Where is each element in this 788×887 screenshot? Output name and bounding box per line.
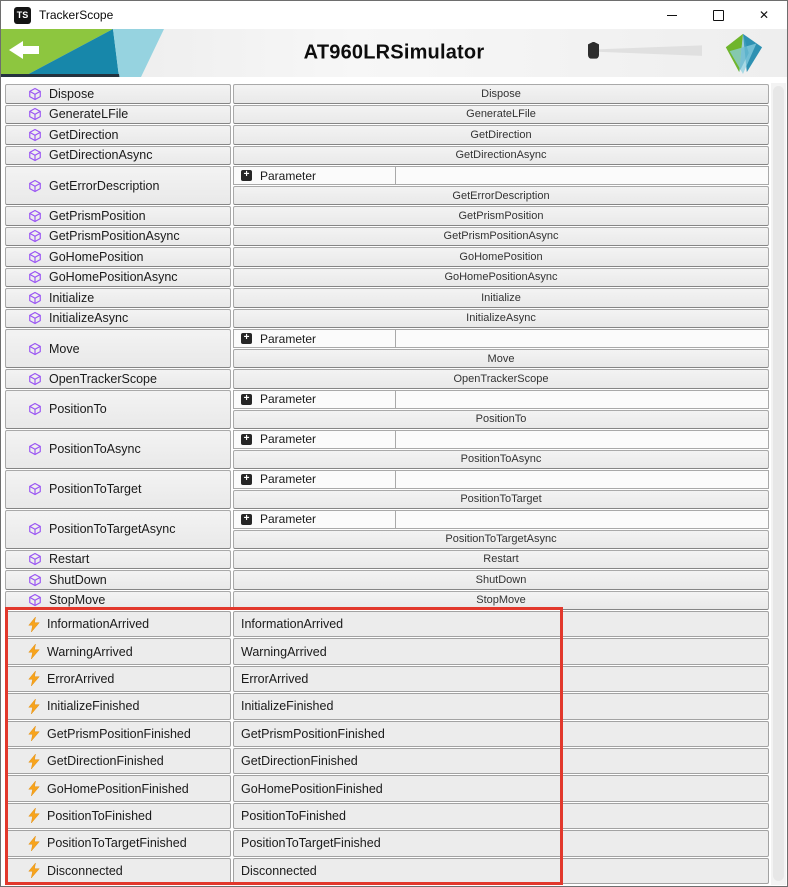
- event-bolt-icon: [28, 836, 40, 851]
- row-name-label: WarningArrived: [47, 644, 133, 659]
- method-row: [5, 247, 769, 267]
- event-value-cell[interactable]: Disconnected: [233, 858, 769, 884]
- parameter-expander[interactable]: [233, 510, 396, 529]
- row-name-label: GoHomePositionFinished: [47, 781, 189, 796]
- parameter-button-stack: [233, 430, 769, 469]
- title-bar: [1, 1, 787, 29]
- row-name-label: GetPrismPositionAsync: [49, 229, 180, 244]
- method-row: [5, 369, 769, 389]
- row-name-cell: [5, 748, 231, 774]
- method-cube-icon: [28, 250, 42, 264]
- window-controls: [649, 1, 787, 29]
- event-bolt-icon: [28, 781, 40, 796]
- method-cube-icon: [28, 342, 42, 356]
- method-invoke-button[interactable]: Initialize: [233, 288, 769, 308]
- row-name-cell: [5, 591, 231, 611]
- method-invoke-button[interactable]: PositionToAsync: [233, 450, 769, 469]
- row-name-cell: [5, 430, 231, 469]
- parameter-value-field[interactable]: [396, 470, 769, 489]
- parameter-button-stack: [233, 166, 769, 205]
- vertical-scrollbar[interactable]: [771, 83, 786, 885]
- window-title: TrackerScope: [39, 8, 114, 22]
- parameter-value-field[interactable]: [396, 166, 769, 185]
- parameter-expander[interactable]: [233, 329, 396, 348]
- parameter-label: Parameter: [260, 392, 317, 406]
- row-name-cell: [5, 470, 231, 509]
- expand-plus-icon[interactable]: +: [241, 394, 252, 405]
- slider-thumb[interactable]: [588, 42, 599, 59]
- row-name-label: PositionTo: [49, 402, 107, 416]
- event-row: [5, 611, 769, 637]
- parameter-expander[interactable]: [233, 390, 396, 409]
- method-invoke-button[interactable]: PositionToTargetAsync: [233, 530, 769, 549]
- method-row: [5, 166, 769, 205]
- header-banner: [1, 29, 787, 77]
- method-row: [5, 125, 769, 145]
- row-name-label: GetPrismPosition: [49, 208, 146, 223]
- parameter-expander[interactable]: [233, 166, 396, 185]
- event-value-cell[interactable]: InformationArrived: [233, 611, 769, 637]
- method-row: [5, 510, 769, 549]
- row-name-cell: [5, 803, 231, 829]
- slider-track: [597, 45, 702, 57]
- parameter-label: Parameter: [260, 472, 317, 486]
- method-row: [5, 430, 769, 469]
- event-value-cell[interactable]: ErrorArrived: [233, 666, 769, 692]
- method-row: [5, 268, 769, 288]
- row-name-label: GoHomePosition: [49, 249, 144, 264]
- parameter-line: [233, 166, 769, 185]
- method-cube-icon: [28, 311, 42, 325]
- event-bolt-icon: [28, 699, 40, 714]
- row-name-cell: [5, 247, 231, 267]
- method-row: [5, 288, 769, 308]
- parameter-label: Parameter: [260, 168, 317, 183]
- row-name-cell: [5, 611, 231, 637]
- row-name-cell: [5, 858, 231, 884]
- minimize-button[interactable]: [649, 1, 695, 29]
- row-name-label: Initialize: [49, 290, 95, 305]
- method-cube-icon: [28, 270, 42, 284]
- parameter-expander[interactable]: [233, 430, 396, 449]
- method-cube-icon: [28, 107, 42, 121]
- method-invoke-button[interactable]: GetPrismPositionAsync: [233, 227, 769, 247]
- method-invoke-button[interactable]: GetErrorDescription: [233, 186, 769, 205]
- method-cube-icon: [28, 291, 42, 305]
- method-invoke-button[interactable]: GoHomePositionAsync: [233, 268, 769, 288]
- row-name-label: GetDirectionFinished: [47, 754, 164, 769]
- row-name-cell: [5, 638, 231, 664]
- method-cube-icon: [28, 552, 42, 566]
- row-name-cell: [5, 369, 231, 389]
- event-bolt-icon: [28, 863, 40, 878]
- method-cube-icon: [28, 573, 42, 587]
- expand-plus-icon[interactable]: +: [241, 434, 252, 445]
- row-name-label: Restart: [49, 552, 90, 567]
- row-name-label: PositionToTargetAsync: [49, 522, 176, 536]
- row-name-label: GenerateLFile: [49, 107, 129, 122]
- parameter-line: [233, 390, 769, 409]
- method-cube-icon: [28, 522, 42, 536]
- method-row: [5, 309, 769, 329]
- method-row: [5, 206, 769, 226]
- expand-plus-icon[interactable]: +: [241, 333, 252, 344]
- page-title: AT960LRSimulator: [303, 41, 485, 64]
- method-cube-icon: [28, 402, 42, 416]
- event-bolt-icon: [28, 808, 40, 823]
- parameter-button-stack: [233, 470, 769, 509]
- event-value-cell[interactable]: InitializeFinished: [233, 693, 769, 719]
- row-name-cell: [5, 721, 231, 747]
- scrollbar-thumb[interactable]: [773, 86, 784, 881]
- parameter-label: Parameter: [260, 331, 317, 346]
- row-name-label: GetDirectionAsync: [49, 148, 153, 163]
- row-name-cell: [5, 510, 231, 549]
- row-name-label: ErrorArrived: [47, 671, 115, 686]
- zoom-slider[interactable]: [588, 41, 702, 61]
- method-invoke-button[interactable]: PositionToTarget: [233, 490, 769, 509]
- event-bolt-icon: [28, 671, 40, 686]
- expand-plus-icon[interactable]: +: [241, 474, 252, 485]
- method-invoke-button[interactable]: StopMove: [233, 591, 769, 611]
- row-name-cell: [5, 309, 231, 329]
- method-cube-icon: [28, 442, 42, 456]
- method-cube-icon: [28, 148, 42, 162]
- method-cube-icon: [28, 372, 42, 386]
- event-value-cell[interactable]: WarningArrived: [233, 638, 769, 664]
- method-invoke-button[interactable]: Restart: [233, 550, 769, 570]
- method-invoke-button[interactable]: PositionTo: [233, 410, 769, 429]
- row-name-label: PositionToAsync: [49, 442, 141, 456]
- row-name-label: GetErrorDescription: [49, 178, 160, 193]
- method-invoke-button[interactable]: GetDirection: [233, 125, 769, 145]
- row-name-label: Dispose: [49, 86, 95, 101]
- event-value-cell[interactable]: PositionToFinished: [233, 803, 769, 829]
- row-name-cell: [5, 206, 231, 226]
- parameter-button-stack: [233, 329, 769, 368]
- row-name-label: PositionToTargetFinished: [47, 836, 187, 851]
- method-row: [5, 390, 769, 429]
- method-invoke-button[interactable]: ShutDown: [233, 570, 769, 590]
- row-name-label: ShutDown: [49, 572, 107, 587]
- method-invoke-button[interactable]: OpenTrackerScope: [233, 369, 769, 389]
- maximize-button[interactable]: [695, 1, 741, 29]
- parameter-button-stack: [233, 510, 769, 549]
- row-name-cell: [5, 288, 231, 308]
- row-name-cell: [5, 105, 231, 125]
- row-name-cell: [5, 830, 231, 856]
- row-name-label: GetPrismPositionFinished: [47, 726, 191, 741]
- method-cube-icon: [28, 128, 42, 142]
- method-cube-icon: [28, 179, 42, 193]
- close-button[interactable]: [741, 1, 787, 29]
- minimize-icon: [667, 15, 677, 16]
- method-row: [5, 570, 769, 590]
- method-cube-icon: [28, 209, 42, 223]
- method-cube-icon: [28, 229, 42, 243]
- row-name-cell: [5, 775, 231, 801]
- method-invoke-button[interactable]: GetPrismPosition: [233, 206, 769, 226]
- method-row: [5, 105, 769, 125]
- method-cube-icon: [28, 593, 42, 607]
- row-name-cell: [5, 666, 231, 692]
- event-row: [5, 858, 769, 884]
- row-name-cell: [5, 84, 231, 104]
- row-name-label: GetDirection: [49, 127, 119, 142]
- parameter-expander[interactable]: [233, 470, 396, 489]
- parameter-button-stack: [233, 390, 769, 429]
- maximize-icon: [713, 10, 724, 21]
- row-name-label: StopMove: [49, 593, 106, 608]
- row-name-cell: [5, 125, 231, 145]
- expand-plus-icon[interactable]: +: [241, 170, 252, 181]
- method-invoke-button[interactable]: Move: [233, 349, 769, 368]
- event-bolt-icon: [28, 726, 40, 741]
- row-name-label: InitializeAsync: [49, 311, 129, 326]
- event-row: [5, 666, 769, 692]
- event-row: [5, 693, 769, 719]
- event-row: [5, 748, 769, 774]
- method-invoke-button[interactable]: GenerateLFile: [233, 105, 769, 125]
- event-row: [5, 775, 769, 801]
- row-name-cell: [5, 227, 231, 247]
- expand-plus-icon[interactable]: +: [241, 514, 252, 525]
- event-value-cell[interactable]: GetPrismPositionFinished: [233, 721, 769, 747]
- app-icon: TS: [14, 7, 31, 24]
- method-row: [5, 227, 769, 247]
- row-name-cell: [5, 390, 231, 429]
- row-name-label: InformationArrived: [47, 617, 150, 632]
- row-name-cell: [5, 166, 231, 205]
- row-name-cell: [5, 550, 231, 570]
- event-value-cell[interactable]: GetDirectionFinished: [233, 748, 769, 774]
- method-row: [5, 550, 769, 570]
- row-name-cell: [5, 268, 231, 288]
- row-name-label: OpenTrackerScope: [49, 371, 157, 386]
- method-row: [5, 329, 769, 368]
- close-icon: ✕: [758, 8, 770, 22]
- event-row: [5, 638, 769, 664]
- method-cube-icon: [28, 482, 42, 496]
- event-value-cell[interactable]: PositionToTargetFinished: [233, 830, 769, 856]
- row-name-label: InitializeFinished: [47, 699, 140, 714]
- parameter-label: Parameter: [260, 432, 317, 446]
- method-invoke-button[interactable]: InitializeAsync: [233, 309, 769, 329]
- method-table: [1, 83, 787, 886]
- row-name-cell: [5, 570, 231, 590]
- parameter-value-field[interactable]: [396, 329, 769, 348]
- row-name-cell: [5, 146, 231, 166]
- row-name-label: PositionToTarget: [49, 482, 142, 496]
- method-row: [5, 84, 769, 104]
- hexagon-logo: [722, 32, 764, 74]
- method-invoke-button[interactable]: GetDirectionAsync: [233, 146, 769, 166]
- method-invoke-button[interactable]: Dispose: [233, 84, 769, 104]
- parameter-value-field[interactable]: [396, 510, 769, 529]
- event-bolt-icon: [28, 754, 40, 769]
- parameter-line: [233, 510, 769, 529]
- method-cube-icon: [28, 87, 42, 101]
- row-name-cell: [5, 693, 231, 719]
- parameter-line: [233, 470, 769, 489]
- event-row: [5, 721, 769, 747]
- method-row: [5, 591, 769, 611]
- parameter-value-field[interactable]: [396, 430, 769, 449]
- method-row: [5, 146, 769, 166]
- event-row: [5, 830, 769, 856]
- row-name-label: GoHomePositionAsync: [49, 270, 178, 285]
- method-row: [5, 470, 769, 509]
- method-invoke-button[interactable]: GoHomePosition: [233, 247, 769, 267]
- row-name-label: Disconnected: [47, 863, 123, 878]
- event-bolt-icon: [28, 617, 40, 632]
- row-name-label: Move: [49, 341, 80, 356]
- event-row: [5, 803, 769, 829]
- parameter-line: [233, 329, 769, 348]
- event-value-cell[interactable]: GoHomePositionFinished: [233, 775, 769, 801]
- parameter-label: Parameter: [260, 512, 317, 526]
- parameter-line: [233, 430, 769, 449]
- row-name-label: PositionToFinished: [47, 808, 152, 823]
- parameter-value-field[interactable]: [396, 390, 769, 409]
- row-name-cell: [5, 329, 231, 368]
- event-bolt-icon: [28, 644, 40, 659]
